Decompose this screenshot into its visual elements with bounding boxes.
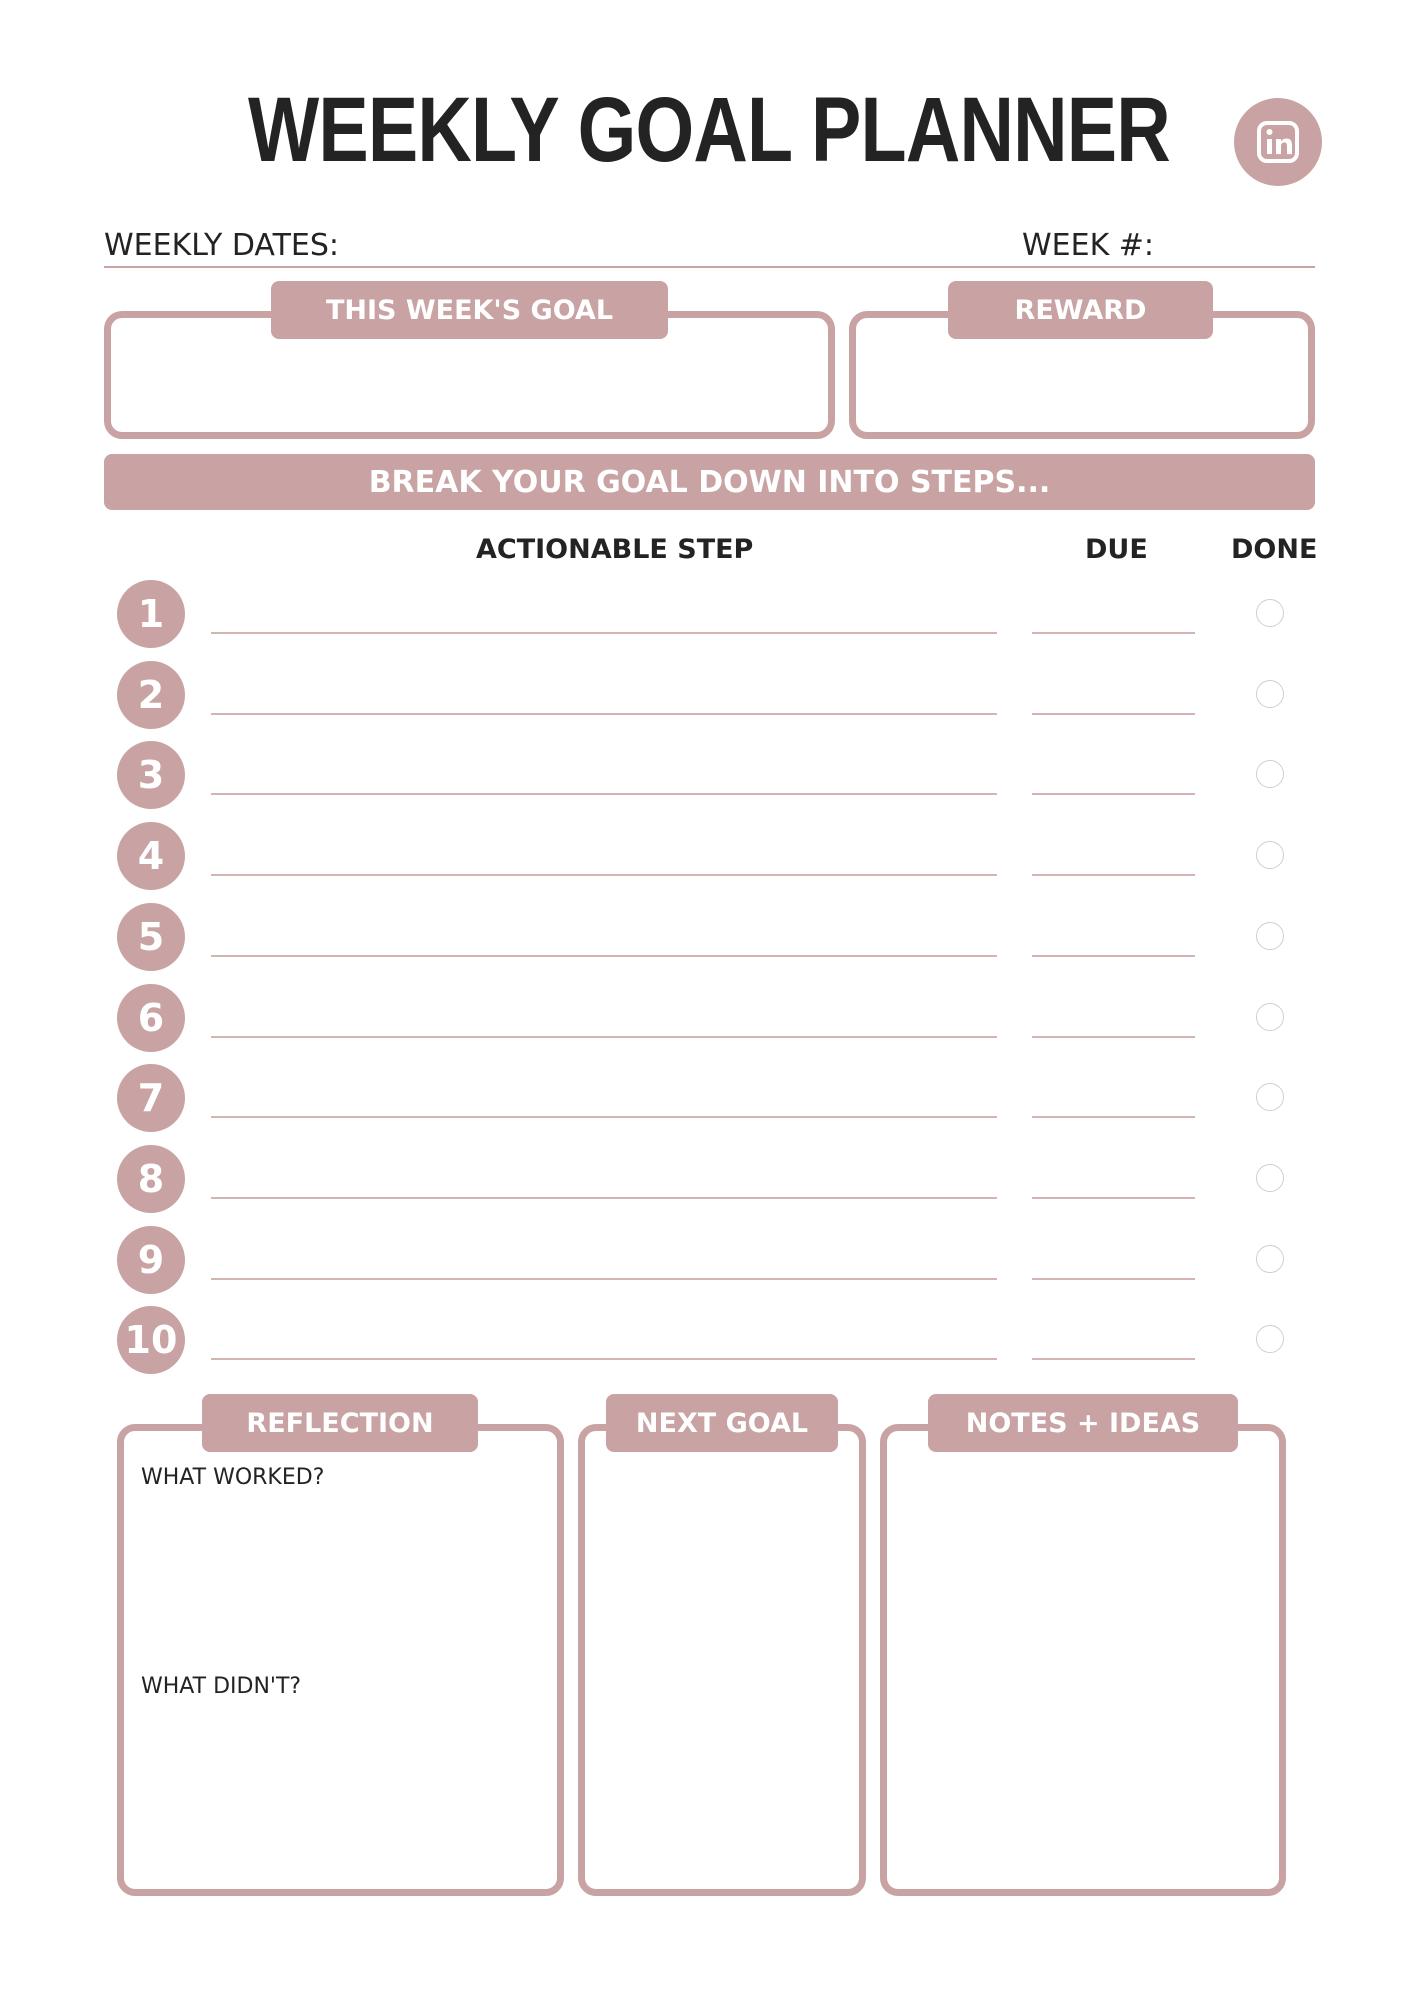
step-row bbox=[0, 661, 1414, 731]
done-checkbox[interactable] bbox=[1256, 922, 1284, 950]
due-date-line[interactable] bbox=[1032, 793, 1195, 795]
reflection-box-label: REFLECTION bbox=[202, 1394, 478, 1452]
step-text-line[interactable] bbox=[211, 1116, 997, 1118]
due-date-line[interactable] bbox=[1032, 1197, 1195, 1199]
step-number-badge: 6 bbox=[117, 984, 185, 1052]
step-text-line[interactable] bbox=[211, 1036, 997, 1038]
done-checkbox[interactable] bbox=[1256, 1164, 1284, 1192]
what-worked-prompt: WHAT WORKED? bbox=[141, 1465, 325, 1490]
step-row bbox=[0, 822, 1414, 892]
next-goal-box[interactable] bbox=[578, 1424, 866, 1896]
step-row bbox=[0, 903, 1414, 973]
step-row bbox=[0, 1064, 1414, 1134]
done-checkbox[interactable] bbox=[1256, 760, 1284, 788]
step-text-line[interactable] bbox=[211, 793, 997, 795]
week-number-label: WEEK #: bbox=[1022, 228, 1155, 263]
goal-box-label: THIS WEEK'S GOAL bbox=[271, 281, 668, 339]
column-header-done: DONE bbox=[1231, 534, 1318, 565]
due-date-line[interactable] bbox=[1032, 713, 1195, 715]
step-row bbox=[0, 1306, 1414, 1376]
step-text-line[interactable] bbox=[211, 874, 997, 876]
step-text-line[interactable] bbox=[211, 1278, 997, 1280]
column-header-step: ACTIONABLE STEP bbox=[476, 534, 754, 565]
step-row bbox=[0, 580, 1414, 650]
step-text-line[interactable] bbox=[211, 955, 997, 957]
step-number-badge: 10 bbox=[117, 1306, 185, 1374]
weekly-dates-label: WEEKLY DATES: bbox=[104, 228, 340, 263]
step-number-badge: 4 bbox=[117, 822, 185, 890]
reflection-box[interactable] bbox=[117, 1424, 564, 1896]
due-date-line[interactable] bbox=[1032, 1358, 1195, 1360]
due-date-line[interactable] bbox=[1032, 955, 1195, 957]
step-row bbox=[0, 1145, 1414, 1215]
due-date-line[interactable] bbox=[1032, 874, 1195, 876]
notes-box[interactable] bbox=[880, 1424, 1286, 1896]
linkedin-icon[interactable] bbox=[1234, 98, 1322, 186]
done-checkbox[interactable] bbox=[1256, 1325, 1284, 1353]
due-date-line[interactable] bbox=[1032, 632, 1195, 634]
step-text-line[interactable] bbox=[211, 713, 997, 715]
header-divider bbox=[104, 266, 1315, 268]
steps-banner: BREAK YOUR GOAL DOWN INTO STEPS... bbox=[104, 454, 1315, 510]
notes-box-label: NOTES + IDEAS bbox=[928, 1394, 1238, 1452]
step-number-badge: 8 bbox=[117, 1145, 185, 1213]
next-goal-box-label: NEXT GOAL bbox=[606, 1394, 838, 1452]
done-checkbox[interactable] bbox=[1256, 1245, 1284, 1273]
due-date-line[interactable] bbox=[1032, 1116, 1195, 1118]
what-didnt-prompt: WHAT DIDN'T? bbox=[141, 1674, 302, 1699]
step-text-line[interactable] bbox=[211, 632, 997, 634]
done-checkbox[interactable] bbox=[1256, 841, 1284, 869]
done-checkbox[interactable] bbox=[1256, 1003, 1284, 1031]
due-date-line[interactable] bbox=[1032, 1278, 1195, 1280]
step-number-badge: 7 bbox=[117, 1064, 185, 1132]
column-header-due: DUE bbox=[1085, 534, 1148, 565]
step-number-badge: 1 bbox=[117, 580, 185, 648]
step-number-badge: 9 bbox=[117, 1226, 185, 1294]
step-row bbox=[0, 741, 1414, 811]
done-checkbox[interactable] bbox=[1256, 599, 1284, 627]
done-checkbox[interactable] bbox=[1256, 1083, 1284, 1111]
step-text-line[interactable] bbox=[211, 1197, 997, 1199]
step-text-line[interactable] bbox=[211, 1358, 997, 1360]
step-row bbox=[0, 1226, 1414, 1296]
step-number-badge: 2 bbox=[117, 661, 185, 729]
step-number-badge: 5 bbox=[117, 903, 185, 971]
step-number-badge: 3 bbox=[117, 741, 185, 809]
due-date-line[interactable] bbox=[1032, 1036, 1195, 1038]
page-title: WEEKLY GOAL PLANNER bbox=[247, 79, 1170, 181]
done-checkbox[interactable] bbox=[1256, 680, 1284, 708]
reward-box-label: REWARD bbox=[948, 281, 1213, 339]
step-row bbox=[0, 984, 1414, 1054]
